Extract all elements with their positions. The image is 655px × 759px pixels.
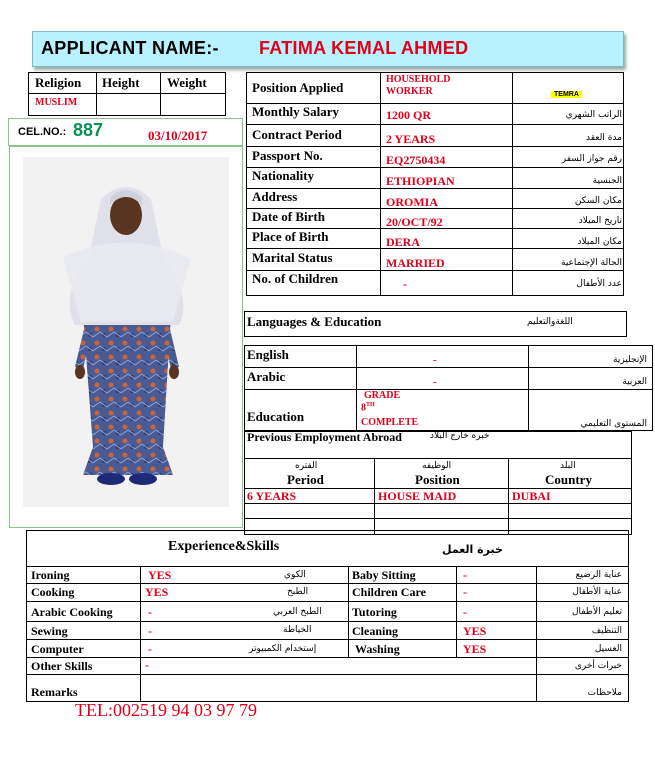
weight-label: Weight bbox=[167, 75, 207, 90]
sewing-arabic: الخياطة bbox=[283, 625, 312, 635]
children-value: - bbox=[403, 277, 407, 291]
ironing-arabic: الكوي bbox=[284, 570, 306, 580]
nationality-arabic: الجنسية bbox=[592, 176, 622, 186]
employment-country-value: DUBAI bbox=[512, 489, 551, 503]
marital-status-value: MARRIED bbox=[386, 256, 445, 270]
passport-arabic: رقم جواز السفر bbox=[561, 154, 622, 164]
computer-label: Computer bbox=[31, 642, 84, 656]
date-of-birth-label: Date of Birth bbox=[252, 209, 325, 224]
employment-position-value: HOUSE MAID bbox=[378, 489, 457, 503]
arabic-arabic: العربية bbox=[622, 377, 647, 387]
computer-arabic: إستخدام الكمبيوتر bbox=[249, 644, 317, 654]
cel-no-label: CEL.NO.: bbox=[18, 126, 67, 138]
cleaning-arabic: التنظيف bbox=[591, 626, 622, 636]
place-of-birth-arabic: مكان الميلاد bbox=[577, 237, 622, 247]
period-arabic: الفتره bbox=[295, 461, 318, 471]
ironing-value: YES bbox=[148, 568, 172, 582]
education-grade: GRADE bbox=[364, 390, 401, 401]
children-label: No. of Children bbox=[252, 271, 339, 286]
cooking-arabic: الطبخ bbox=[287, 587, 309, 597]
place-of-birth-label: Place of Birth bbox=[252, 229, 329, 244]
other-skills-arabic: خبرات أخرى bbox=[574, 661, 622, 671]
position-label: Position bbox=[415, 472, 460, 487]
employment-title: Previous Employment Abroad bbox=[247, 430, 402, 444]
applicant-name-value: FATIMA KEMAL AHMED bbox=[259, 38, 469, 58]
english-value: - bbox=[433, 354, 437, 366]
ironing-label: Ironing bbox=[31, 568, 70, 582]
religion-label: Religion bbox=[35, 75, 82, 90]
arabic-value: - bbox=[433, 376, 437, 388]
languages-title-arabic: اللغةوالتعليم bbox=[527, 317, 573, 327]
other-skills-label: Other Skills bbox=[31, 659, 93, 673]
baby-sitting-label: Baby Sitting bbox=[352, 568, 416, 582]
nationality-label: Nationality bbox=[252, 168, 315, 183]
english-arabic: الإنجليزية bbox=[613, 355, 647, 365]
period-label: Period bbox=[287, 472, 324, 487]
place-of-birth-value: DERA bbox=[386, 235, 421, 249]
arabic-cooking-value: - bbox=[148, 605, 152, 619]
washing-arabic: الغسيل bbox=[594, 644, 622, 654]
nationality-value: ETHIOPIAN bbox=[386, 174, 455, 188]
contract-period-label: Contract Period bbox=[252, 127, 342, 142]
education-status: COMPLETE bbox=[361, 417, 419, 428]
children-care-label: Children Care bbox=[352, 585, 426, 599]
passport-label: Passport No. bbox=[252, 148, 323, 163]
contract-period-value: 2 YEARS bbox=[386, 132, 436, 146]
country-arabic: البلد bbox=[560, 461, 576, 471]
marital-status-label: Marital Status bbox=[252, 250, 333, 265]
cel-no-value: 887 bbox=[73, 120, 104, 140]
address-label: Address bbox=[252, 189, 298, 204]
baby-sitting-value: - bbox=[463, 568, 467, 582]
sewing-label: Sewing bbox=[31, 624, 68, 638]
tutoring-arabic: تعليم الأطفال bbox=[571, 607, 622, 617]
marital-status-arabic: الحالة الإجتماعية bbox=[561, 258, 622, 268]
position-arabic: الوظيفه bbox=[422, 461, 452, 471]
position-applied-tag: TEMRA bbox=[551, 91, 582, 98]
address-arabic: مكان السكن bbox=[574, 196, 622, 206]
education-label: Education bbox=[247, 409, 305, 424]
position-applied-label: Position Applied bbox=[252, 80, 344, 95]
cooking-label: Cooking bbox=[31, 585, 75, 599]
telephone: TEL:002519 94 03 97 79 bbox=[75, 700, 257, 720]
applicant-photo bbox=[23, 157, 229, 507]
education-arabic: المستوى التعليمي bbox=[580, 419, 647, 429]
children-arabic: عدد الأطفال bbox=[576, 279, 622, 289]
date-of-birth-value: 20/OCT/92 bbox=[386, 215, 443, 229]
applicant-name-banner bbox=[32, 31, 624, 67]
cooking-value: YES bbox=[145, 585, 169, 599]
employment-period-value: 6 YEARS bbox=[247, 489, 297, 503]
address-value: OROMIA bbox=[386, 195, 438, 209]
monthly-salary-value: 1200 QR bbox=[386, 108, 431, 122]
passport-value: EQ2750434 bbox=[386, 153, 446, 167]
washing-label: Washing bbox=[355, 642, 400, 656]
computer-value: - bbox=[148, 642, 152, 656]
skills-title-arabic: خبرة العمل bbox=[442, 543, 503, 556]
skills-title: Experience&Skills bbox=[168, 539, 280, 554]
cleaning-label: Cleaning bbox=[352, 624, 399, 638]
monthly-salary-arabic: الراتب الشهري bbox=[565, 110, 622, 120]
height-label: Height bbox=[102, 75, 140, 90]
languages-title: Languages & Education bbox=[247, 314, 382, 329]
applicant-photo-frame bbox=[9, 146, 243, 528]
monthly-salary-label: Monthly Salary bbox=[252, 104, 340, 119]
sewing-value: - bbox=[148, 624, 152, 638]
position-applied-value: HOUSEHOLD WORKER bbox=[386, 74, 451, 97]
date-of-birth-arabic: تاريخ الميلاد bbox=[578, 216, 622, 226]
other-skills-value: - bbox=[145, 658, 149, 672]
arabic-cooking-label: Arabic Cooking bbox=[31, 605, 113, 619]
contract-period-arabic: مدة العقد bbox=[586, 133, 622, 143]
cel-date: 03/10/2017 bbox=[148, 128, 208, 143]
tutoring-label: Tutoring bbox=[352, 605, 397, 619]
skills-table bbox=[26, 530, 629, 702]
applicant-name-label: APPLICANT NAME:- bbox=[41, 38, 219, 58]
arabic-label: Arabic bbox=[247, 369, 286, 384]
washing-value: YES bbox=[463, 642, 487, 656]
tutoring-value: - bbox=[463, 605, 467, 619]
children-care-value: - bbox=[463, 585, 467, 599]
education-level: 8TH bbox=[361, 402, 375, 414]
children-care-arabic: عناية الأطفال bbox=[572, 587, 622, 597]
cleaning-value: YES bbox=[463, 624, 487, 638]
remarks-label: Remarks bbox=[31, 685, 78, 699]
country-label: Country bbox=[545, 472, 592, 487]
employment-title-arabic: خبره خارج البلاد bbox=[430, 431, 490, 441]
remarks-arabic: ملاحظات bbox=[587, 688, 622, 698]
religion-value: MUSLIM bbox=[35, 97, 78, 108]
arabic-cooking-arabic: الطبخ العربي bbox=[273, 607, 322, 617]
english-label: English bbox=[247, 347, 289, 362]
baby-sitting-arabic: عناية الرضيع bbox=[575, 570, 622, 580]
